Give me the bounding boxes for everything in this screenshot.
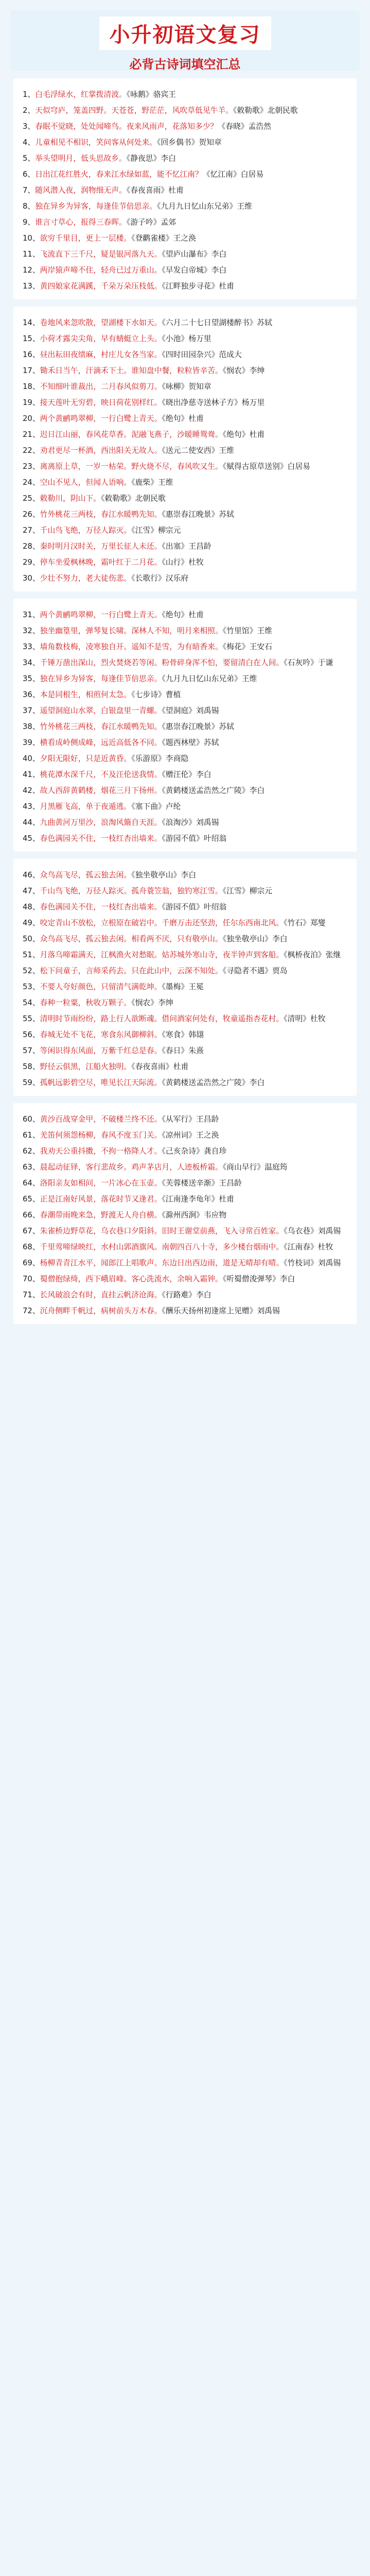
poem-number: 59、	[23, 1078, 40, 1087]
poem-line	[23, 783, 347, 799]
poem-line	[23, 331, 347, 347]
poem-text: 松下问童子，言师采药去。只在此山中，云深不知处。	[40, 967, 223, 975]
poem-source: 《石灰吟》于谦	[284, 658, 333, 667]
poem-text: 秦时明月汉时关，万里长征人未还。	[40, 542, 162, 551]
poem-number: 45、	[23, 834, 40, 843]
poem-source: 《惠崇春江晚景》苏轼	[162, 722, 234, 731]
poem-text: 我劝天公重抖擞，不拘一格降人才。	[40, 1147, 162, 1156]
poem-source: 《春夜喜雨》杜甫	[126, 186, 184, 195]
poem-text: 天似穹庐，笼盖四野。天苍苍，野茫茫，风吹草低见牛羊。	[35, 106, 233, 115]
poem-line	[23, 687, 347, 703]
poem-number: 48、	[23, 903, 40, 911]
poem-line	[23, 1127, 347, 1143]
poem-text: 朱雀桥边野草花，乌衣巷口夕阳斜。旧时王谢堂前燕，飞入寻常百姓家。	[40, 1227, 284, 1235]
poem-source: 《七步诗》曹植	[131, 690, 181, 699]
poem-number: 68、	[23, 1243, 40, 1251]
poem-text: 独在异乡为异客，每逢佳节倍思亲。	[35, 202, 157, 211]
poem-number: 71、	[23, 1291, 40, 1299]
poem-line	[23, 1255, 347, 1271]
poem-source: 《出塞》王昌龄	[162, 542, 212, 551]
poem-line	[23, 570, 347, 586]
poem-number: 12、	[23, 266, 40, 275]
poem-line	[23, 1011, 347, 1027]
poem-line	[23, 1223, 347, 1239]
poem-text: 春城无处不飞花，寒食东风御柳斜。	[40, 1030, 162, 1039]
poem-text: 洛阳亲友如相问，一片冰心在玉壶。	[40, 1179, 162, 1188]
poem-line	[23, 831, 347, 846]
poem-number: 14、	[23, 318, 40, 327]
poem-number: 52、	[23, 967, 40, 975]
poem-source: 《己亥杂诗》龚自珍	[162, 1147, 227, 1156]
poem-number: 42、	[23, 786, 40, 795]
poem-text: 敕勒川，阴山下。	[40, 494, 101, 503]
poem-number: 28、	[23, 542, 40, 551]
poem-line	[23, 623, 347, 639]
poem-line	[23, 1287, 347, 1303]
poem-line	[23, 554, 347, 570]
poem-number: 5、	[23, 154, 36, 163]
poem-source: 《芙蓉楼送辛渐》王昌龄	[162, 1179, 242, 1188]
page	[0, 10, 370, 2576]
poem-source: 《滁州西涧》韦应物	[162, 1211, 227, 1219]
poem-line	[23, 735, 347, 751]
poem-number: 62、	[23, 1147, 40, 1156]
poem-text: 春潮带雨晚来急，野渡无人舟自横。	[40, 1211, 162, 1219]
poem-number: 70、	[23, 1275, 40, 1283]
poem-text: 本是同根生，相煎何太急。	[40, 690, 132, 699]
poem-line	[23, 474, 347, 490]
poem-text: 咬定青山不放松，立根原在破岩中。千磨万击还坚劲，任尔东西南北风。	[40, 919, 284, 927]
poem-line	[23, 150, 347, 166]
poem-line	[23, 915, 347, 931]
poem-line	[23, 963, 347, 979]
poem-text: 清明时节雨纷纷，路上行人欲断魂。借问酒家何处有，牧童遥指杏花村。	[40, 1014, 284, 1023]
poem-line	[23, 87, 347, 103]
poem-line	[23, 1175, 347, 1191]
poem-source: 《咏鹅》骆宾王	[126, 90, 176, 99]
poem-source: 《九月九日忆山东兄弟》王维	[156, 202, 252, 211]
header	[10, 10, 360, 71]
poem-number: 65、	[23, 1195, 40, 1204]
poem-text: 不知细叶谁裁出，二月春风似剪刀。	[40, 382, 162, 391]
poem-line	[23, 655, 347, 671]
poem-text: 横看成岭侧成峰，远近高低各不同。	[40, 738, 162, 747]
poem-text: 夕阳无限好，只是近黄昏。	[40, 754, 132, 763]
poem-text: 飞流直下三千尺，疑是银河落九天。	[40, 250, 162, 259]
poem-line	[23, 538, 347, 554]
poem-source: 《春晓》孟浩然	[218, 122, 271, 131]
poem-number: 43、	[23, 802, 40, 811]
poem-line	[23, 443, 347, 459]
poem-number: 66、	[23, 1211, 40, 1219]
poem-line	[23, 751, 347, 767]
poem-section-3	[13, 599, 357, 852]
poem-text: 两岸猿声啼不住，轻舟已过万重山。	[40, 266, 162, 275]
poem-source: 《惠崇春江晚景》苏轼	[162, 510, 234, 519]
poem-text: 羌笛何须怨杨柳，春风不度玉门关。	[40, 1131, 162, 1140]
poem-source: 《寒食》韩翃	[162, 1030, 204, 1039]
poem-line	[23, 246, 347, 262]
poem-line	[23, 1027, 347, 1043]
poem-source: 《乌衣巷》刘禹锡	[284, 1227, 341, 1235]
poem-source: 《独坐敬亭山》李白	[131, 871, 196, 879]
poem-text: 长风破浪会有时，直挂云帆济沧海。	[40, 1291, 162, 1299]
poem-line	[23, 931, 347, 947]
poem-section-5	[13, 1103, 357, 1324]
page-title: 小升初语文复习	[99, 16, 271, 50]
poem-line	[23, 103, 347, 118]
poem-text: 桃花潭水深千尺，不及汪伦送我情。	[40, 770, 162, 779]
poem-number: 27、	[23, 526, 40, 535]
poem-number: 15、	[23, 334, 40, 343]
poem-line	[23, 1271, 347, 1287]
poem-text: 故人西辞黄鹤楼，烟花三月下扬州。	[40, 786, 162, 795]
poem-number: 8、	[23, 202, 36, 211]
poem-number: 34、	[23, 658, 40, 667]
poem-number: 26、	[23, 510, 40, 519]
poem-number: 57、	[23, 1046, 40, 1055]
poem-source: 《早发白帝城》李白	[162, 266, 227, 275]
poem-source: 《悯农》李绅	[222, 366, 265, 375]
poem-text: 杨柳青青江水平，闻郎江上唱歌声。东边日出西边雨，道是无晴却有晴。	[40, 1259, 284, 1267]
poem-section-2	[13, 307, 357, 591]
poem-source: 《独坐敬亭山》李白	[222, 935, 288, 943]
poem-source: 《题西林壁》苏轼	[162, 738, 219, 747]
poem-text: 遥望洞庭山水翠，白银盘里一青螺。	[40, 706, 162, 715]
poem-text: 千山鸟飞绝，万径人踪灭。	[40, 526, 132, 535]
poem-text: 春种一粒粟，秋收万颗子。	[40, 998, 132, 1007]
poem-text: 不要人夸好颜色，只留清气满乾坤。	[40, 982, 162, 991]
poem-section-1	[13, 78, 357, 299]
poem-number: 56、	[23, 1030, 40, 1039]
poem-number: 3、	[23, 122, 36, 131]
poem-source: 《塞下曲》卢纶	[131, 802, 181, 811]
poem-number: 38、	[23, 722, 40, 731]
poem-line	[23, 639, 347, 655]
poem-text: 白毛浮绿水，红掌拨清波。	[35, 90, 127, 99]
poem-line	[23, 899, 347, 915]
poem-source: 《静夜思》李白	[126, 154, 176, 163]
poem-text: 锄禾日当午，汗滴禾下土。谁知盘中餐，粒粒皆辛苦。	[40, 366, 223, 375]
poem-text: 墙角数枝梅，凌寒独自开。遥知不是雪，为有暗香来。	[40, 642, 223, 651]
poem-source: 《游子吟》孟郊	[126, 218, 176, 227]
page-subtitle: 必背古诗词填空汇总	[129, 57, 241, 72]
poem-text: 接天莲叶无穷碧，映日荷花别样红。	[40, 398, 162, 407]
poem-number: 6、	[23, 170, 36, 179]
poem-source: 《春日》朱熹	[162, 1046, 204, 1055]
poem-text: 正是江南好风景，落花时节又逢君。	[40, 1195, 162, 1204]
poem-text: 日出江花红胜火，春来江水绿如蓝，能不忆江南？	[35, 170, 203, 179]
poem-line	[23, 1111, 347, 1127]
poem-source: 《春夜喜雨》杜甫	[131, 1062, 189, 1071]
poem-number: 17、	[23, 366, 40, 375]
poem-line	[23, 459, 347, 474]
poem-number: 37、	[23, 706, 40, 715]
poem-number: 40、	[23, 754, 40, 763]
poem-number: 67、	[23, 1227, 40, 1235]
poem-text: 竹外桃花三两枝，春江水暖鸭先知。	[40, 510, 162, 519]
poem-source: 《枫桥夜泊》张继	[284, 951, 341, 959]
poem-source: 《绝句》杜甫	[222, 430, 265, 439]
poem-source: 《寻隐者不遇》贾岛	[222, 967, 288, 975]
poem-number: 4、	[23, 138, 36, 147]
poem-line	[23, 506, 347, 522]
poem-text: 独坐幽篁里，弹琴复长啸。深林人不知，明月来相照。	[40, 626, 223, 635]
poem-text: 劝君更尽一杯酒，西出阳关无故人。	[40, 446, 162, 455]
poem-text: 迟日江山丽，春风花草香。泥融飞燕子，沙暖睡鸳鸯。	[40, 430, 223, 439]
poem-number: 16、	[23, 350, 40, 359]
poem-source: 《九月九日忆山东兄弟》王维	[162, 674, 257, 683]
poem-text: 春色满园关不住，一枝红杏出墙来。	[40, 903, 162, 911]
poem-source: 《江南春》杜牧	[284, 1243, 333, 1251]
poem-number: 49、	[23, 919, 40, 927]
poem-line	[23, 671, 347, 687]
poem-line	[23, 883, 347, 899]
poem-line	[23, 1143, 347, 1159]
poem-line	[23, 134, 347, 150]
poem-number: 21、	[23, 430, 40, 439]
poem-text: 儿童相见不相识，笑问客从何处来。	[35, 138, 157, 147]
poem-text: 黄沙百战穿金甲，不破楼兰终不还。	[40, 1115, 162, 1124]
poem-line	[23, 278, 347, 294]
poem-number: 31、	[23, 611, 40, 619]
poem-number: 10、	[23, 234, 40, 243]
poem-line	[23, 1159, 347, 1175]
poem-number: 25、	[23, 494, 40, 503]
poem-number: 36、	[23, 690, 40, 699]
poem-text: 众鸟高飞尽，孤云独去闲。相看两不厌，只有敬亭山。	[40, 935, 223, 943]
poem-line	[23, 490, 347, 506]
poem-source: 《江南逢李龟年》杜甫	[162, 1195, 234, 1204]
poem-line	[23, 363, 347, 379]
poem-line	[23, 1191, 347, 1207]
poem-source: 《听蜀僧浚弹琴》李白	[222, 1275, 295, 1283]
poem-line	[23, 607, 347, 623]
poem-line	[23, 1239, 347, 1255]
poem-line	[23, 947, 347, 963]
poem-source: 《送元二使安西》王维	[162, 446, 234, 455]
poem-source: 《酬乐天扬州初逢席上见赠》刘禹锡	[162, 1307, 280, 1315]
poem-source: 《江雪》柳宗元	[131, 526, 181, 535]
poem-source: 《竹枝词》刘禹锡	[284, 1259, 341, 1267]
poem-text: 举头望明月，低头思故乡。	[35, 154, 127, 163]
poem-number: 18、	[23, 382, 40, 391]
poem-text: 昼出耘田夜绩麻，村庄儿女各当家。	[40, 350, 162, 359]
poem-text: 沉舟侧畔千帆过，病树前头万木春。	[40, 1307, 162, 1315]
poem-text: 春眠不觉晓，处处闻啼鸟。夜来风雨声，花落知多少？	[35, 122, 218, 131]
poem-text: 两个黄鹂鸣翠柳，一行白鹭上青天。	[40, 611, 162, 619]
poem-text: 月黑雁飞高，单于夜遁逃。	[40, 802, 132, 811]
poem-number: 51、	[23, 951, 40, 959]
poem-number: 72、	[23, 1307, 40, 1315]
poem-line	[23, 230, 347, 246]
poem-source: 《山行》杜牧	[162, 558, 204, 567]
poem-text: 众鸟高飞尽，孤云独去闲。	[40, 871, 132, 879]
poem-number: 11、	[23, 250, 40, 259]
poem-source: 《绝句》杜甫	[162, 414, 204, 423]
poem-line	[23, 719, 347, 735]
poem-text: 等闲识得东风面，万紫千红总是春。	[40, 1046, 162, 1055]
sections-container	[0, 78, 370, 1324]
poem-source: 《绝句》杜甫	[162, 611, 204, 619]
poem-number: 44、	[23, 818, 40, 827]
poem-number: 22、	[23, 446, 40, 455]
poem-text: 卷地风来忽吹散，望湖楼下水如天。	[40, 318, 162, 327]
poem-text: 晨起动征铎，客行悲故乡。鸡声茅店月，人迹板桥霜。	[40, 1163, 223, 1172]
poem-source: 《咏柳》贺知章	[162, 382, 212, 391]
poem-text: 春色满园关不住，一枝红杏出墙来。	[40, 834, 162, 843]
poem-source: 《行路难》李白	[162, 1291, 212, 1299]
poem-source: 《敕勒歌》北朝民歌	[101, 494, 166, 503]
poem-line	[23, 411, 347, 427]
poem-source: 《四时田园杂兴》范成大	[162, 350, 242, 359]
poem-source: 《墨梅》王冕	[162, 982, 204, 991]
poem-source: 《长歌行》汉乐府	[131, 574, 189, 583]
poem-number: 24、	[23, 478, 40, 487]
poem-source: 《黄鹤楼送孟浩然之广陵》李白	[162, 1078, 265, 1087]
poem-line	[23, 315, 347, 331]
poem-text: 停车坐爱枫林晚，霜叶红于二月花。	[40, 558, 162, 567]
poem-source: 《乐游原》李商隐	[131, 754, 189, 763]
poem-line	[23, 214, 347, 230]
poem-source: 《浪淘沙》刘禹锡	[162, 818, 219, 827]
poem-source: 《竹石》郑燮	[284, 919, 326, 927]
poem-number: 39、	[23, 738, 40, 747]
poem-source: 《鹿柴》王维	[131, 478, 173, 487]
poem-text: 两个黄鹂鸣翠柳，一行白鹭上青天。	[40, 414, 162, 423]
poem-source: 《江雪》柳宗元	[222, 887, 272, 895]
poem-number: 35、	[23, 674, 40, 683]
poem-number: 58、	[23, 1062, 40, 1071]
poem-text: 月落乌啼霜满天，江枫渔火对愁眠。姑苏城外寒山寺，夜半钟声到客船。	[40, 951, 284, 959]
poem-line	[23, 799, 347, 815]
poem-number: 7、	[23, 186, 36, 195]
poem-text: 九曲黄河万里沙，浪淘风簸自天涯。	[40, 818, 162, 827]
poem-source: 《忆江南》白居易	[202, 170, 264, 179]
poem-source: 《黄鹤楼送孟浩然之广陵》李白	[162, 786, 265, 795]
poem-text: 欲穷千里目，更上一层楼。	[40, 234, 132, 243]
poem-text: 孤帆远影碧空尽，唯见长江天际流。	[40, 1078, 162, 1087]
poem-line	[23, 198, 347, 214]
poem-number: 55、	[23, 1014, 40, 1023]
poem-line	[23, 1043, 347, 1059]
poem-number: 61、	[23, 1131, 40, 1140]
poem-line	[23, 182, 347, 198]
poem-text: 千锤万凿出深山，烈火焚烧若等闲。粉骨碎身浑不怕，要留清白在人间。	[40, 658, 284, 667]
poem-line	[23, 1207, 347, 1223]
poem-source: 《望洞庭》刘禹锡	[162, 706, 219, 715]
poem-text: 蜀僧抱绿绮，西下峨眉峰。客心洗流水，余响入霜钟。	[40, 1275, 223, 1283]
poem-text: 竹外桃花三两枝，春江水暖鸭先知。	[40, 722, 162, 731]
poem-source: 《回乡偶书》贺知章	[156, 138, 222, 147]
poem-number: 63、	[23, 1163, 40, 1172]
poem-number: 54、	[23, 998, 40, 1007]
poem-source: 《梅花》王安石	[222, 642, 272, 651]
poem-source: 《赠汪伦》李白	[162, 770, 212, 779]
poem-text: 独在异乡为异客，每逢佳节倍思亲。	[40, 674, 162, 683]
poem-source: 《登鹳雀楼》王之涣	[131, 234, 196, 243]
poem-number: 20、	[23, 414, 40, 423]
poem-line	[23, 995, 347, 1011]
poem-number: 46、	[23, 871, 40, 879]
poem-source: 《游园不值》叶绍翁	[162, 834, 227, 843]
poem-source: 《从军行》王昌龄	[162, 1115, 219, 1124]
poem-line	[23, 867, 347, 883]
poem-source: 《凉州词》王之涣	[162, 1131, 219, 1140]
poem-number: 50、	[23, 935, 40, 943]
poem-number: 13、	[23, 282, 40, 291]
poem-number: 9、	[23, 218, 36, 227]
poem-text: 千山鸟飞绝，万径人踪灭。孤舟蓑笠翁，独钓寒江雪。	[40, 887, 223, 895]
poem-source: 《悯农》李绅	[131, 998, 173, 1007]
poem-number: 29、	[23, 558, 40, 567]
poem-line	[23, 703, 347, 719]
poem-number: 69、	[23, 1259, 40, 1267]
poem-line	[23, 522, 347, 538]
poem-number: 2、	[23, 106, 36, 115]
poem-line	[23, 1303, 347, 1319]
poem-source: 《望庐山瀑布》李白	[162, 250, 227, 259]
poem-number: 30、	[23, 574, 40, 583]
poem-number: 60、	[23, 1115, 40, 1124]
poem-number: 53、	[23, 982, 40, 991]
poem-source: 《清明》杜牧	[284, 1014, 326, 1023]
poem-line	[23, 767, 347, 783]
poem-text: 黄四娘家花满蹊，千朵万朵压枝低。	[40, 282, 162, 291]
poem-line	[23, 395, 347, 411]
poem-line	[23, 347, 347, 363]
poem-text: 离离原上草，一岁一枯荣。野火烧不尽，春风吹又生。	[40, 462, 223, 471]
poem-number: 1、	[23, 90, 36, 99]
poem-line	[23, 979, 347, 995]
poem-number: 47、	[23, 887, 40, 895]
poem-number: 64、	[23, 1179, 40, 1188]
poem-section-4	[13, 859, 357, 1096]
poem-number: 19、	[23, 398, 40, 407]
poem-source: 《游园不值》叶绍翁	[162, 903, 227, 911]
poem-source: 《竹里馆》王维	[222, 626, 272, 635]
poem-text: 小荷才露尖尖角，早有蜻蜓立上头。	[40, 334, 162, 343]
poem-source: 《六月二十七日望湖楼醉书》苏轼	[162, 318, 272, 327]
poem-source: 《赋得古原草送别》白居易	[222, 462, 310, 471]
poem-text: 随风潜入夜，润物细无声。	[35, 186, 127, 195]
poem-source: 《晓出净慈寺送林子方》杨万里	[162, 398, 265, 407]
poem-text: 千里莺啼绿映红，水村山郭酒旗风。南朝四百八十寺，多少楼台烟雨中。	[40, 1243, 284, 1251]
poem-source: 《商山早行》温庭筠	[222, 1163, 288, 1172]
poem-number: 23、	[23, 462, 40, 471]
poem-text: 谁言寸草心，报得三春晖。	[35, 218, 127, 227]
poem-number: 32、	[23, 626, 40, 635]
poem-source: 《江畔独步寻花》杜甫	[162, 282, 234, 291]
poem-line	[23, 1075, 347, 1091]
poem-source: 《敕勒歌》北朝民歌	[233, 106, 298, 115]
poem-source: 《小池》杨万里	[162, 334, 212, 343]
poem-line	[23, 1059, 347, 1075]
poem-number: 33、	[23, 642, 40, 651]
poem-text: 野径云俱黑，江船火独明。	[40, 1062, 132, 1071]
poem-line	[23, 379, 347, 395]
poem-line	[23, 118, 347, 134]
poem-text: 少壮不努力，老大徒伤悲。	[40, 574, 132, 583]
poem-line	[23, 427, 347, 443]
poem-text: 空山不见人，但闻人语响。	[40, 478, 132, 487]
poem-line	[23, 262, 347, 278]
poem-line	[23, 815, 347, 831]
poem-number: 41、	[23, 770, 40, 779]
poem-line	[23, 166, 347, 182]
